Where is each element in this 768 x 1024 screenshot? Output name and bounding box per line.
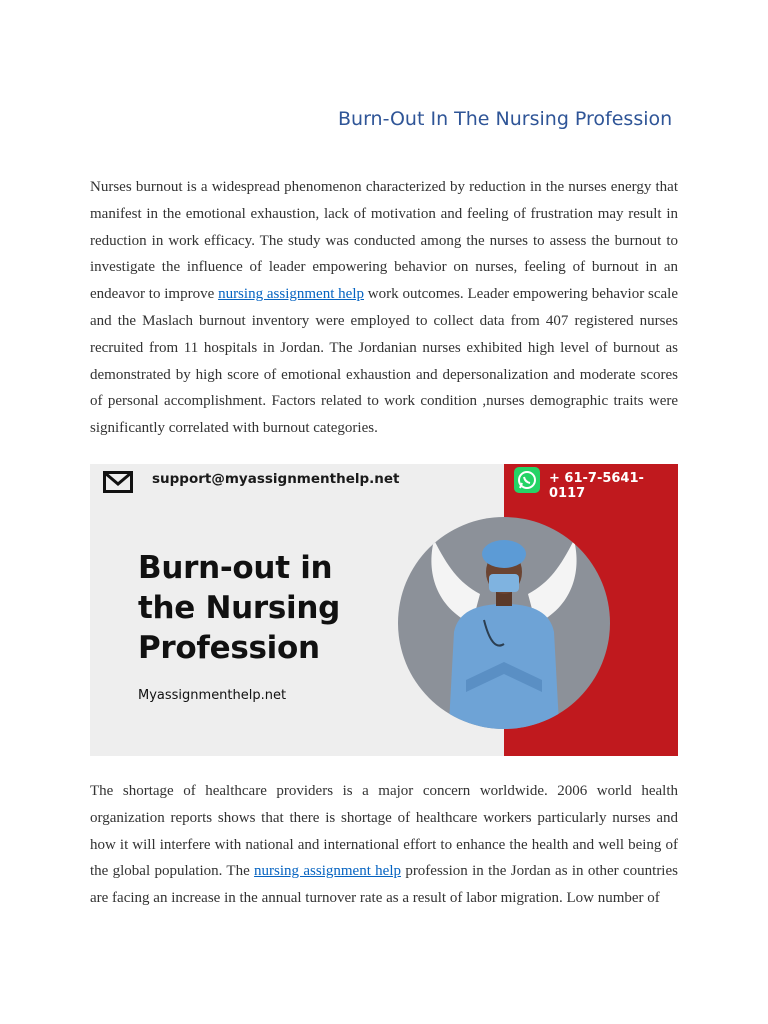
- page-title: Burn-Out In The Nursing Profession: [338, 108, 673, 130]
- whatsapp-icon: [514, 467, 540, 493]
- banner-title-line: Profession: [138, 630, 320, 666]
- paragraph-text: Nurses burnout is a widespread phenomenon characterized by reduction in the nurses energy that manifest in the emotional exhaustion, lack of motivation and feeling of frustration may result in reduction in work efficacy. The study was conducted among the nurses to assess the burnout to investigate the influence of leader empowering behavior on nurses, feeling of burnout in an endeavor to improve: [90, 179, 678, 303]
- shortage-paragraph: [90, 778, 678, 912]
- banner-title-line: the Nursing: [138, 590, 341, 626]
- nursing-assignment-help-link[interactable]: nursing assignment help: [254, 863, 401, 880]
- nurse-photo: [396, 512, 612, 734]
- banner-title: [138, 548, 340, 668]
- banner-title-line: Burn-out in: [138, 550, 333, 586]
- banner-email: support@myassignmenthelp.net: [152, 471, 400, 487]
- paragraph-text: profession in the Jordan as in other countries are facing an increase in the annual turnover rate as a result of labor migration. Low number of: [90, 863, 678, 907]
- banner-phone: + 61-7-5641-0117: [549, 471, 644, 501]
- banner-website: Myassignmenthelp.net: [138, 688, 287, 703]
- nursing-assignment-help-link[interactable]: nursing assignment help: [218, 286, 364, 303]
- paragraph-text: The shortage of healthcare providers is a major concern worldwide. 2006 world health organization reports shows that there is shortage of healthcare workers particularly nurses and how it will interfere with national and international effort to enhance the health and well being of the global population. The: [90, 783, 678, 880]
- promo-banner-image: [90, 464, 678, 756]
- intro-paragraph: [90, 174, 678, 442]
- envelope-icon: [103, 471, 133, 493]
- paragraph-text: work outcomes. Leader empowering behavior scale and the Maslach burnout inventory were employed to collect data from 407 registered nurses recruited from 11 hospitals in Jordan. The Jordanian nurses exhibited high level of burnout as demonstrated by high score of emotional exhaustion and depersonalization and moderate scores of personal accomplishment. Factors related to work condition ,nurses demographic traits were significantly correlated with burnout categories.: [90, 286, 678, 437]
